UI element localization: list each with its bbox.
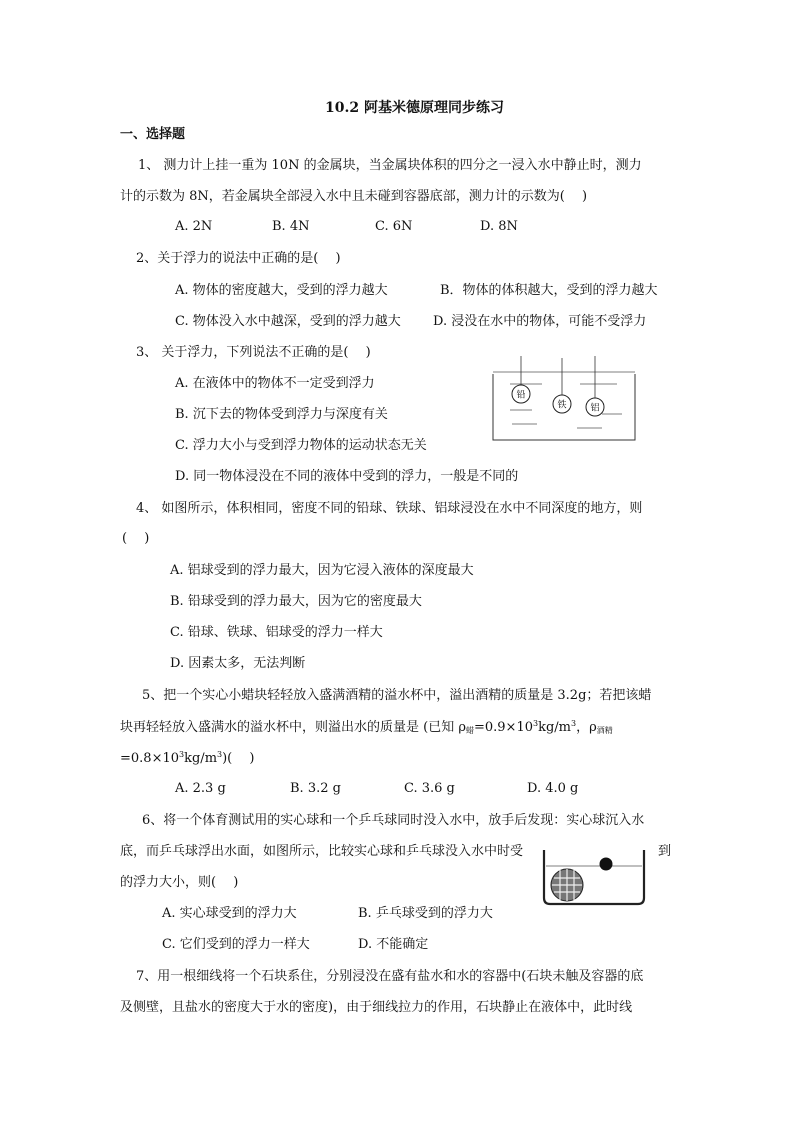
q5-option-d: D. 4.0 g	[527, 781, 579, 796]
lead-label: 铅	[516, 390, 526, 401]
q3-option-c: C. 浮力大小与受到浮力物体的运动状态无关	[175, 438, 427, 453]
q7-line1: 7、用一根细线将一个石块系住，分别浸没在盛有盐水和水的容器中(石块未触及容器的底	[136, 969, 644, 984]
aluminum-label: 铝	[590, 403, 600, 414]
q1-option-a: A. 2N	[175, 219, 213, 234]
q4-line1: 4、 如图所示，体积相同，密度不同的铅球、铁球、铝球浸没在水中不同深度的地方，则	[136, 501, 643, 516]
q2-option-c: C. 物体没入水中越深，受到的浮力越大	[175, 314, 401, 329]
iron-label: 铁	[557, 400, 567, 411]
q7-line2: 及侧壁，且盐水的密度大于水的密度)，由于细线拉力的作用，石块静止在液体中，此时线	[120, 1000, 633, 1015]
page-title: 10.2 阿基米德原理同步练习	[325, 100, 504, 116]
q5-option-c: C. 3.6 g	[404, 781, 455, 796]
q2-stem: 2、关于浮力的说法中正确的是( )	[136, 251, 341, 266]
q6-line2-end: 到	[658, 844, 672, 859]
q5-line1: 5、把一个实心小蜡块轻轻放入盛满酒精的溢水杯中，溢出酒精的质量是 3.2g；若把该蜡	[142, 688, 652, 703]
q3-option-d: D. 同一物体浸没在不同的液体中受到的浮力，一般是不同的	[175, 469, 519, 484]
q6-figure-beaker	[540, 842, 648, 906]
q6-option-d: D. 不能确定	[358, 937, 429, 952]
q3-figure-three-balls	[492, 352, 637, 442]
ping-pong-ball	[600, 858, 613, 871]
q6-option-a: A. 实心球受到的浮力大	[162, 906, 297, 921]
q6-option-c: C. 它们受到的浮力一样大	[162, 937, 310, 952]
q5-line2: 块再轻轻放入盛满水的溢水杯中，则溢出水的质量是 (已知 $\rho_蜡=0.9\times 10^3kg/m^3$，$\rho_{酒精}$	[120, 719, 613, 735]
section-heading: 一、选择题	[120, 127, 186, 142]
q5-line3: $=0.8\times 10^3kg/m^3$)( )	[120, 750, 255, 766]
q3-stem: 3、 关于浮力，下列说法不正确的是( )	[136, 345, 371, 360]
q6-option-b: B. 乒乓球受到的浮力大	[358, 906, 493, 921]
q1-option-c: C. 6N	[375, 219, 413, 234]
q6-line3: 的浮力大小，则( )	[120, 875, 239, 890]
q5-option-a: A. 2.3 g	[175, 781, 226, 796]
q3-option-a: A. 在液体中的物体不一定受到浮力	[175, 376, 375, 391]
q2-option-d: D. 浸没在水中的物体，可能不受浮力	[433, 314, 647, 329]
q4-line2: ( )	[122, 531, 150, 546]
q4-option-c: C. 铅球、铁球、铝球受的浮力一样大	[170, 625, 383, 640]
q6-line1: 6、将一个体育测试用的实心球和一个乒乓球同时没入水中，放手后发现：实心球沉入水	[142, 813, 645, 828]
q3-option-b: B. 沉下去的物体受到浮力与深度有关	[175, 407, 388, 422]
q1-line2: 计的示数为 8N，若金属块全部浸入水中且未碰到容器底部，测力计的示数为( )	[120, 189, 588, 204]
q2-option-b: B．物体的体积越大，受到的浮力越大	[440, 283, 658, 298]
q5-option-b: B. 3.2 g	[290, 781, 341, 796]
q1-option-b: B. 4N	[272, 219, 310, 234]
q4-option-b: B. 铅球受到的浮力最大，因为它的密度最大	[170, 594, 422, 609]
q4-option-d: D. 因素太多，无法判断	[170, 656, 306, 671]
q4-option-a: A. 铝球受到的浮力最大，因为它浸入液体的深度最大	[170, 563, 474, 578]
q1-option-d: D. 8N	[480, 219, 518, 234]
q6-line2: 底，而乒乓球浮出水面，如图所示，比较实心球和乒乓球没入水中时受	[120, 844, 524, 859]
q2-option-a: A. 物体的密度越大，受到的浮力越大	[175, 283, 388, 298]
q1-line1: 1、 测力计上挂一重为 10N 的金属块，当金属块体积的四分之一浸入水中静止时，测力	[138, 158, 642, 173]
